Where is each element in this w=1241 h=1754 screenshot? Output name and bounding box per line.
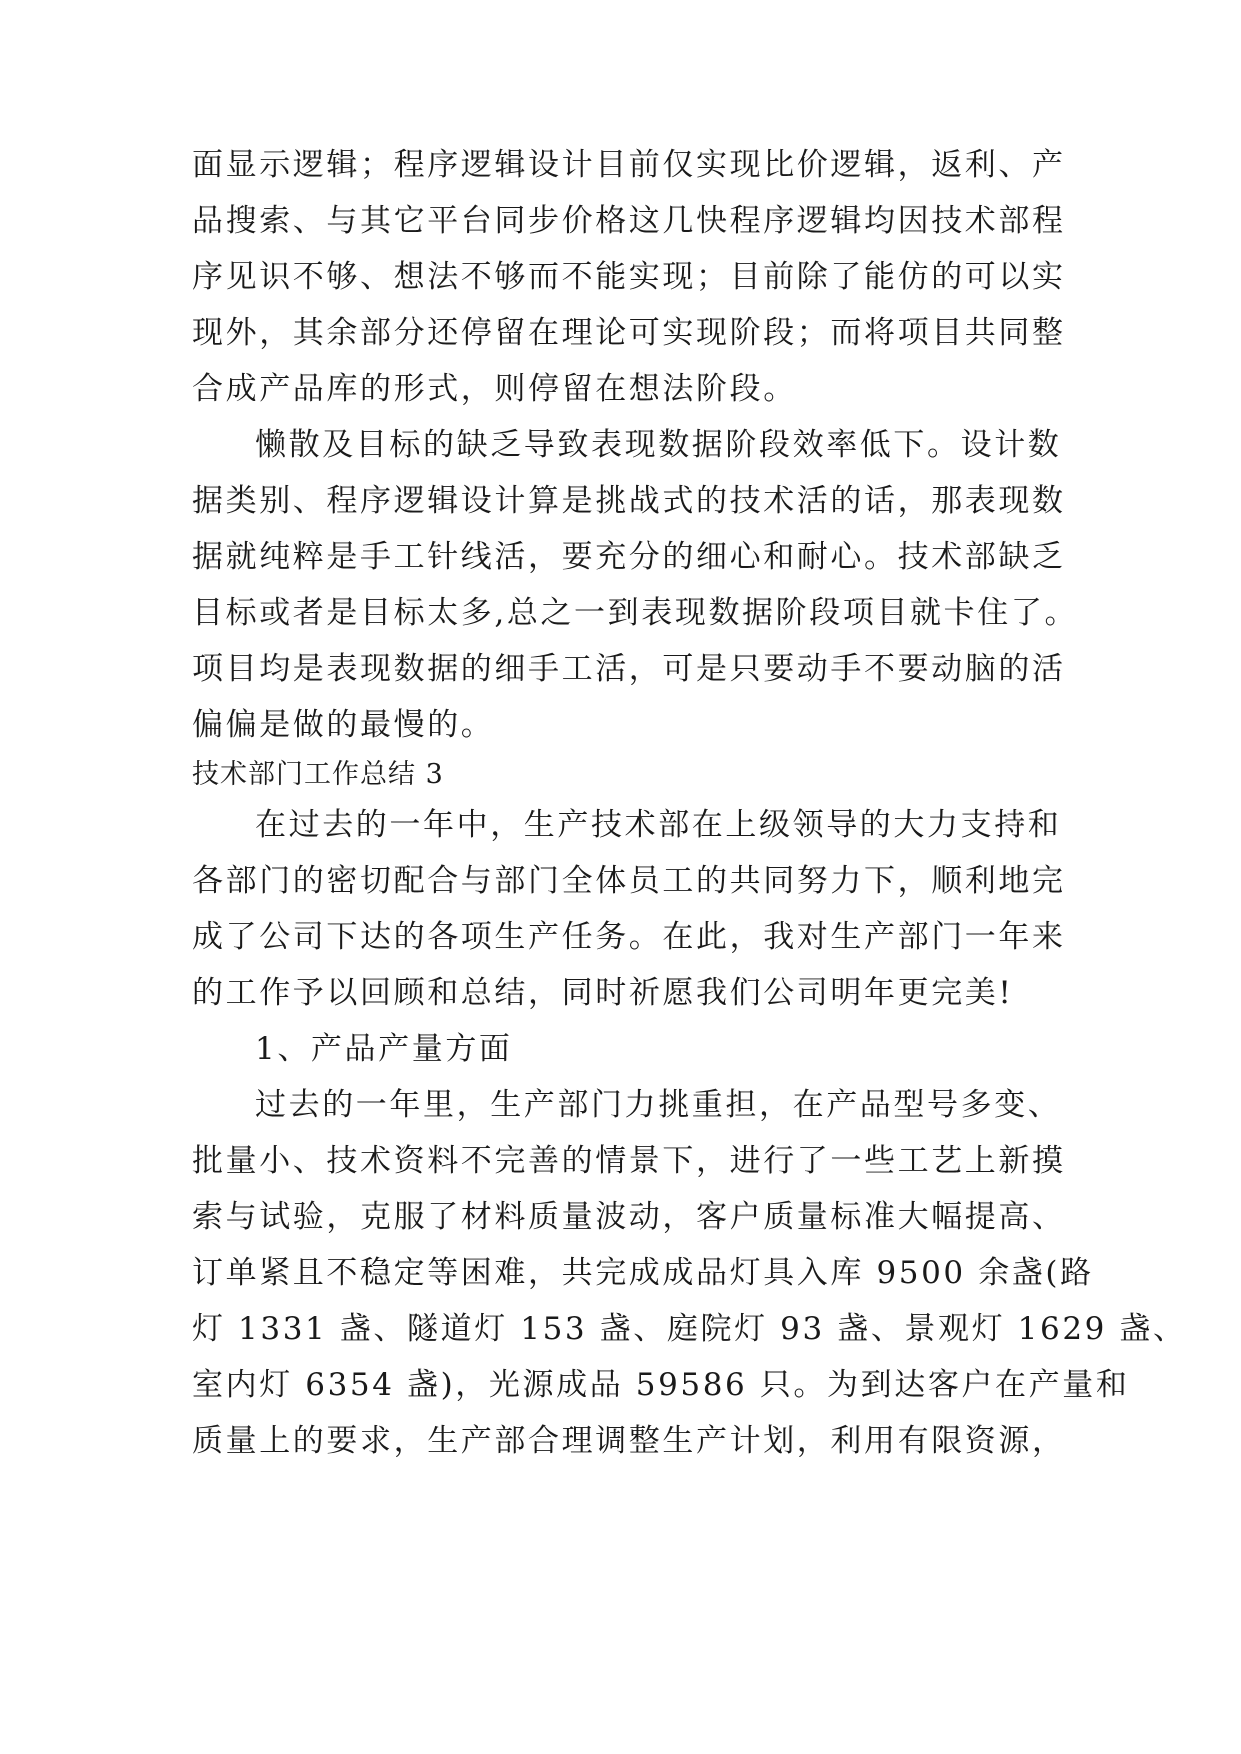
body-text-line: 据就纯粹是手工针线活，要充分的细心和耐心。技术部缺乏 xyxy=(192,539,1066,575)
paragraph-start-line: 懒散及目标的缺乏导致表现数据阶段效率低下。设计数 xyxy=(255,427,1062,463)
body-text-line: 索与试验，克服了材料质量波动，客户质量标准大幅提高、 xyxy=(192,1199,1066,1235)
paragraph-start-line: 过去的一年里，生产部门力挑重担，在产品型号多变、 xyxy=(255,1087,1062,1123)
body-text-line: 现外，其余部分还停留在理论可实现阶段；而将项目共同整 xyxy=(192,315,1066,351)
body-text-line: 合成产品库的形式，则停留在想法阶段。 xyxy=(192,371,797,407)
body-text-line: 偏偏是做的最慢的。 xyxy=(192,707,495,743)
paragraph-start-line: 在过去的一年中，生产技术部在上级领导的大力支持和 xyxy=(255,807,1062,843)
body-text-line: 批量小、技术资料不完善的情景下，进行了一些工艺上新摸 xyxy=(192,1143,1066,1179)
body-text-line: 订单紧且不稳定等困难，共完成成品灯具入库 9500 余盏(路 xyxy=(192,1255,1094,1291)
body-text-line: 目标或者是目标太多,总之一到表现数据阶段项目就卡住了。 xyxy=(192,595,1079,631)
body-text-line: 据类别、程序逻辑设计算是挑战式的技术活的话，那表现数 xyxy=(192,483,1066,519)
body-text-line: 品搜索、与其它平台同步价格这几快程序逻辑均因技术部程 xyxy=(192,203,1066,239)
body-text-line: 灯 1331 盏、隧道灯 153 盏、庭院灯 93 盏、景观灯 1629 盏、 xyxy=(192,1311,1187,1347)
body-text-line: 室内灯 6354 盏)，光源成品 59586 只。为到达客户在产量和 xyxy=(192,1367,1130,1403)
body-text-line: 质量上的要求，生产部合理调整生产计划，利用有限资源， xyxy=(192,1423,1066,1459)
body-text-line: 成了公司下达的各项生产任务。在此，我对生产部门一年来 xyxy=(192,919,1066,955)
body-text-line: 序见识不够、想法不够而不能实现；目前除了能仿的可以实 xyxy=(192,259,1066,295)
body-text-line: 项目均是表现数据的细手工活，可是只要动手不要动脑的活 xyxy=(192,651,1066,687)
body-text-line: 面显示逻辑；程序逻辑设计目前仅实现比价逻辑，返利、产 xyxy=(192,147,1066,183)
section-heading: 技术部门工作总结 3 xyxy=(192,759,444,790)
body-text-line: 各部门的密切配合与部门全体员工的共同努力下，顺利地完 xyxy=(192,863,1066,899)
body-text-line: 的工作予以回顾和总结，同时祈愿我们公司明年更完美! xyxy=(192,975,1014,1011)
subsection-heading: 1、产品产量方面 xyxy=(255,1031,513,1067)
